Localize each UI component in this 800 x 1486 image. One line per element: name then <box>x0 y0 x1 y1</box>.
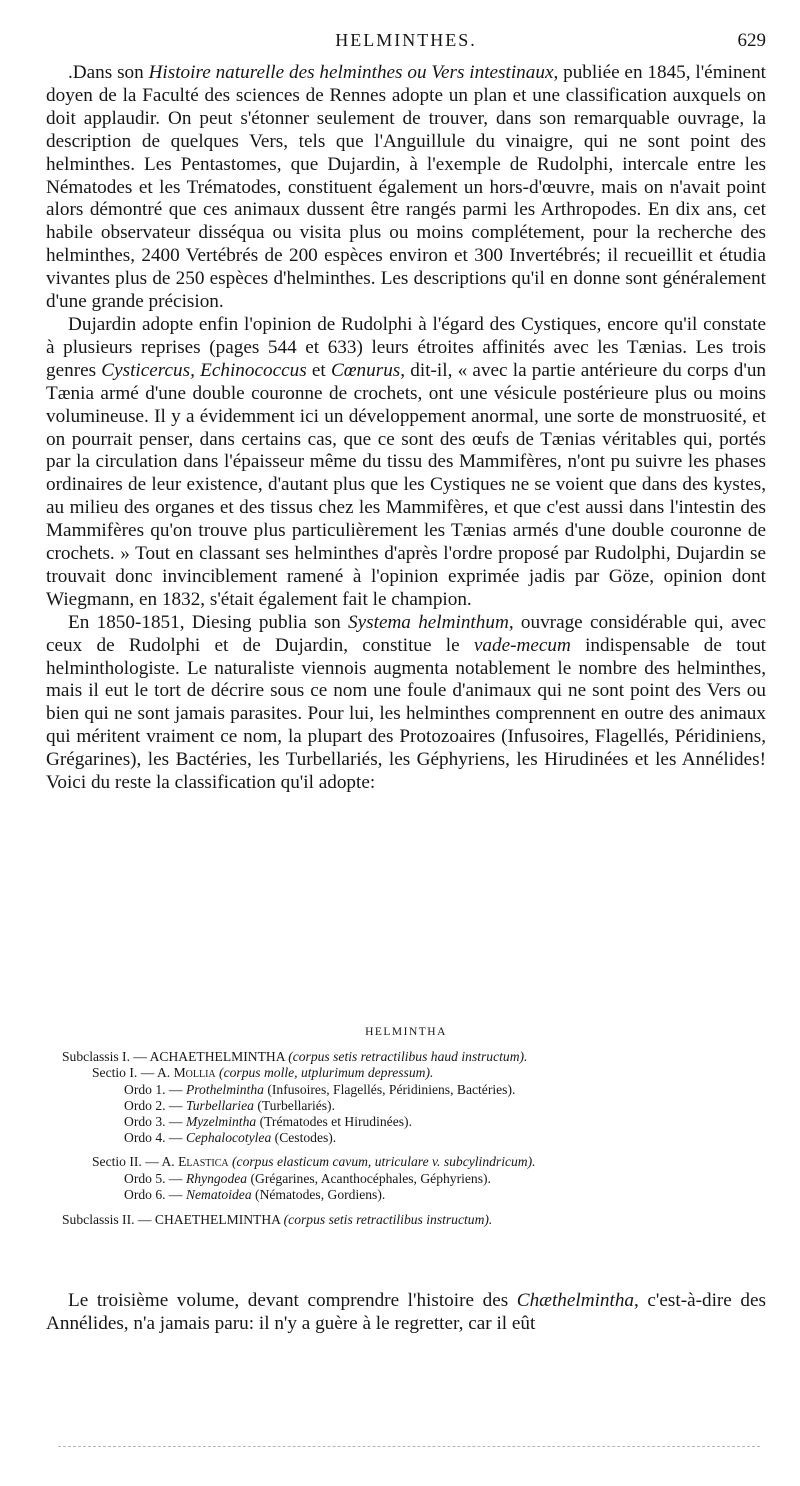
running-title: HELMINTHES. <box>335 30 477 50</box>
text-run: (Grégarines, Acanthocéphales, Géphyriens). <box>247 1170 491 1186</box>
text-run: Ordo 3. — <box>124 1114 186 1130</box>
classification-table <box>46 1024 766 1228</box>
page-number: 629 <box>737 30 766 51</box>
text-run: , dit-il, « avec la partie antérieure du corps d'un Tænia armé d'une double couronne de crochets, ont une vésicule postérieure plus ou moins volumineuse. Il y a évidemment ici un développement anormal, une sorte de monstruosité, et on pourrait penser, dans certains cas, que ce sont des œufs de Tænias véritables qui, portés par la circulation dans l'épaisseur même du tissu des Mammifères, n'ont pu suivre les phases ordinaires de leur existence, d'autant plus que les Cystiques ne se voient que dans des kystes, au milieu des organes et des tissus chez les Mammifères, et que c'est aussi dans l'intestin des Mammifères qu'on trouve plus particulièrement les Tænias armés d'une double couronne de crochets. » Tout en classant ses helminthes d'après l'ordre proposé par Rudolphi, Dujardin se trouvait donc invinciblement ramené à l'opinion exprimée jadis par Göze, opinion dont Wiegmann, en 1832, s'était également fait le champion. <box>46 359 767 610</box>
body-text <box>46 62 766 795</box>
classification-subclass-line <box>46 1212 766 1228</box>
text-run: , c'est-à-dire des Annélides, n'a jamais paru: il n'y a guère à le regretter, car il eût <box>46 1290 766 1334</box>
italic-text: (corpus setis retractilibus haud instructum). <box>288 1049 528 1065</box>
closing-paragraph <box>46 1290 766 1336</box>
italic-text: Prothelmintha <box>185 1081 264 1097</box>
smallcaps-text: Elastica <box>178 1154 229 1170</box>
text-run: En 1850-1851, Diesing publia son <box>68 611 349 633</box>
text-run: (Infusoires, Flagellés, Péridiniens, Bactéries). <box>263 1081 516 1097</box>
text-run: Sectio II. — A. <box>92 1154 179 1170</box>
text-run: Ordo 6. — <box>124 1186 186 1202</box>
text-run: Ordo 4. — <box>124 1130 186 1146</box>
italic-text: (corpus molle, utplurimum depressum). <box>219 1065 434 1081</box>
text-run: , publiée en 1845, l'éminent doyen de la Faculté des sciences de Rennes adopte un plan et une classification auxquels on doit applaudir. On peut s'étonner seulement de trouver, dans son remarquable ouvrage, la description de quelques Vers, tels que l'Anguillule du vinaigre, qui ne sont point des helminthes. Les Pentastomes, que Dujardin, à l'exemple de Rudolphi, intercale entre les Nématodes et les Trématodes, constituent également un hors-d'œuvre, mais on n'avait point alors démontré que ces animaux dussent être rangés parmi les Arthropodes. En dix ans, cet habile observateur disséqua ou visita plus ou moins complétement, pour la recherche des helminthes, 2400 Vertébrés de 200 espèces environ et 300 Invertébrés; il recueillit et étudia vivantes plus de 250 espèces d'helminthes. Les descriptions qu'il en donne sont généralement d'une grande précision. <box>46 62 766 313</box>
footer-rule <box>58 1446 760 1447</box>
paragraph <box>46 1290 766 1336</box>
classification-ordo-line <box>46 1114 766 1130</box>
italic-text: Cysticercus, Echinococcus <box>101 359 307 381</box>
text-run: Ordo 5. — <box>124 1170 186 1186</box>
italic-text: Cephalocotylea <box>185 1130 272 1146</box>
italic-text: (corpus elasticum cavum, utriculare v. subcylindricum). <box>232 1154 536 1170</box>
text-run: Subclassis II. — CHAETHELMINTHA <box>62 1212 284 1228</box>
page-header <box>46 30 766 54</box>
italic-text: (corpus setis retractilibus instructum). <box>283 1212 493 1228</box>
text-run: Dujardin adopte enfin l'opinion de Rudolphi à l'égard des Cystiques, encore qu'il constate à plusieurs reprises (pages 544 et 633) leurs étroites affinités avec les Tænias. Les trois genres <box>46 313 766 381</box>
classification-ordo-line <box>46 1171 766 1187</box>
classification-ordo-line <box>46 1187 766 1203</box>
paragraph <box>46 612 766 795</box>
classification-section-line <box>46 1154 766 1170</box>
text-run: Sectio I. — A. <box>92 1065 174 1081</box>
text-run: (Nématodes, Gordiens). <box>251 1186 386 1202</box>
italic-text: Myzelmintha <box>185 1114 257 1130</box>
text-run: Le troisième volume, devant comprendre l'histoire des <box>68 1290 517 1311</box>
text-run: Ordo 1. — <box>124 1081 186 1097</box>
classification-ordo-line <box>46 1130 766 1146</box>
text-run: (Trématodes et Hirudinées). <box>256 1114 412 1130</box>
classification-section-line <box>46 1065 766 1081</box>
classification-ordo-line <box>46 1082 766 1098</box>
italic-text: Systema helminthum <box>348 611 509 633</box>
italic-text: Rhyngodea <box>185 1170 248 1186</box>
classification-lines <box>46 1049 766 1228</box>
text-run: indispensable de tout helminthologiste. Le naturaliste viennois augmenta notablement le nombre des helminthes, mais il eut le tort de décrire sous ce nom une foule d'animaux qui ne sont point des Vers ou bien qui ne sont jamais parasites. Pour lui, les helminthes comprennent en outre des animaux qui méritent vraiment ce nom, la plupart des Protozoaires (Infusoires, Flagellés, Péridiniens, Grégarines), les Bactéries, les Turbellariés, les Géphyriens, les Hirudinées et les Annélides! Voici du reste la classification qu'il adopte: <box>46 634 766 794</box>
classification-ordo-line <box>46 1098 766 1114</box>
italic-text: Nematoidea <box>185 1186 252 1202</box>
paragraph <box>46 314 766 612</box>
italic-text: Cœnurus <box>330 359 401 381</box>
text-run: Ordo 2. — <box>124 1097 186 1113</box>
italic-text: Chæthelmintha <box>516 1290 635 1311</box>
text-run: Subclassis I. — ACHAETHELMINTHA <box>62 1049 289 1065</box>
paragraph <box>46 62 766 314</box>
italic-text: vade-mecum <box>473 634 571 656</box>
text-run: , ouvrage considérable qui, avec ceux de Rudolphi et de Dujardin, constitue le <box>46 611 766 656</box>
text-run: .Dans son <box>68 62 149 83</box>
classification-title: HELMINTHA <box>365 1026 447 1038</box>
italic-text: Histoire naturelle des helminthes ou Vers intestinaux <box>148 62 554 83</box>
text-run: (Cestodes). <box>271 1130 337 1146</box>
classification-subclass-line <box>46 1049 766 1065</box>
smallcaps-text: Mollia <box>173 1065 216 1081</box>
text-run: (Turbellariés). <box>253 1097 335 1113</box>
text-run: et <box>306 359 331 381</box>
italic-text: Turbellariea <box>185 1097 254 1113</box>
